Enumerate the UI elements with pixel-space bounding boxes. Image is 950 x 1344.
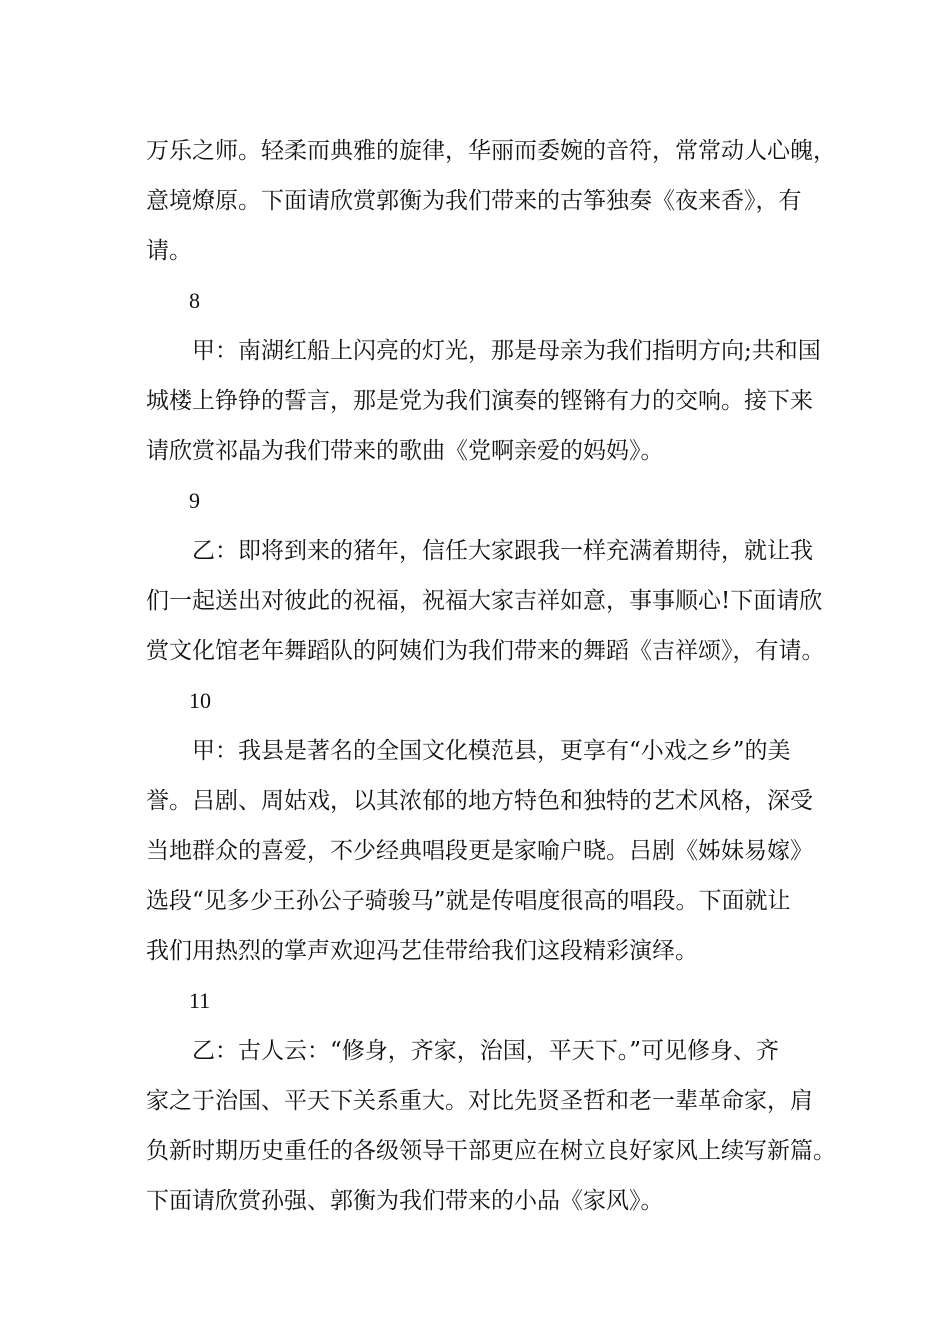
paragraph-line: 甲：我县是著名的全国文化模范县，更享有“小戏之乡”的美 [192,738,791,764]
section-number: 8 [189,288,200,313]
paragraph-line: 下面请欣赏孙强、郭衡为我们带来的小品《家风》。 [146,1188,664,1214]
paragraph-line: 乙：古人云：“修身，齐家，治国，平天下。”可见修身、齐 [192,1038,780,1064]
paragraph-line: 意境燎原。下面请欣赏郭衡为我们带来的古筝独奏《夜来香》，有 [146,188,802,214]
section-number: 9 [189,488,200,513]
paragraph-line: 请。 [146,238,192,264]
paragraph-line: 选段“见多少王孙公子骑骏马”就是传唱度很高的唱段。下面就让 [146,888,791,914]
paragraph-line: 城楼上铮铮的誓言，那是党为我们演奏的铿锵有力的交响。接下来 [146,388,813,414]
paragraph-line: 我们用热烈的掌声欢迎冯艺佳带给我们这段精彩演绎。 [146,938,698,964]
paragraph-line: 请欣赏祁晶为我们带来的歌曲《党啊亲爱的妈妈》。 [146,438,664,464]
paragraph-line: 万乐之师。轻柔而典雅的旋律，华丽而委婉的音符，常常动人心魄， [146,138,836,164]
paragraph-line: 甲：南湖红船上闪亮的灯光，那是母亲为我们指明方向;共和国 [192,338,821,364]
paragraph-line: 乙：即将到来的猪年，信任大家跟我一样充满着期待，就让我 [192,538,813,564]
section-number: 11 [189,988,211,1013]
document-body [146,126,836,1226]
paragraph-line: 当地群众的喜爱，不少经典唱段更是家喻户晓。吕剧《姊妹易嫁》 [146,838,813,864]
paragraph-line: 们一起送出对彼此的祝福，祝福大家吉祥如意，事事顺心!下面请欣 [146,588,823,614]
paragraph-line: 誉。吕剧、周姑戏，以其浓郁的地方特色和独特的艺术风格，深受 [146,788,813,814]
paragraph-line: 家之于治国、平天下关系重大。对比先贤圣哲和老一辈革命家，肩 [146,1088,813,1114]
paragraph-line: 负新时期历史重任的各级领导干部更应在树立良好家风上续写新篇。 [146,1138,836,1164]
section-number: 10 [189,688,211,713]
paragraph-line: 赏文化馆老年舞蹈队的阿姨们为我们带来的舞蹈《吉祥颂》，有请。 [146,638,825,664]
